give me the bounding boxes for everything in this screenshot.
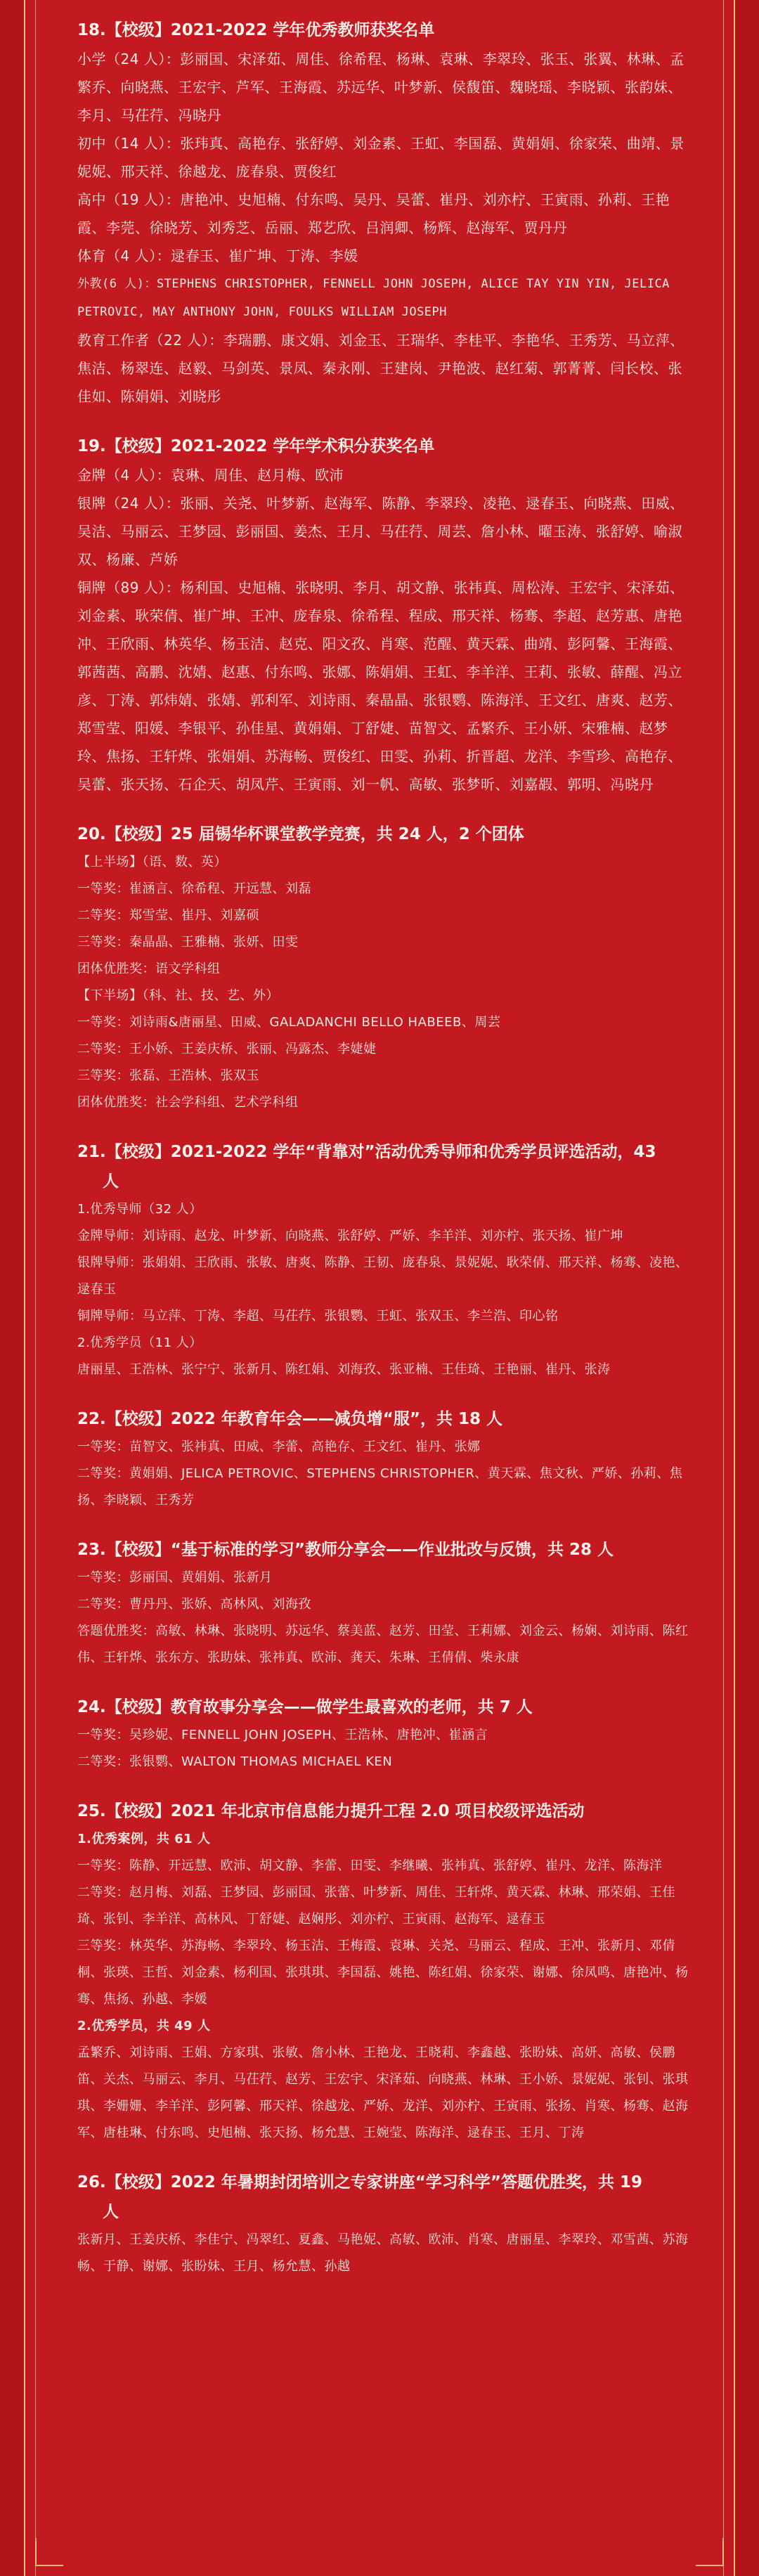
section-20 <box>77 820 696 1116</box>
section-21 <box>77 1137 696 1383</box>
section-26 <box>77 2168 696 2280</box>
cases-third-prize: 三等奖：林英华、苏海畅、李翠玲、杨玉洁、王梅霞、袁琳、关尧、马丽云、程成、王冲、张新月、邓倩桐、张瑛、王哲、刘金素、杨利国、张琪琪、李国磊、姚艳、陈红娟、徐家荣、谢娜、徐凤鸣、唐艳冲、杨骞、焦扬、孙越、李媛 <box>77 1939 689 2007</box>
award-list-content <box>77 10 696 2280</box>
second-half-head: 【下半场】（科、社、技、艺、外） <box>77 988 279 1003</box>
first-half-first-prize: 一等奖：崔涵言、徐希程、开远慧、刘磊 <box>77 881 311 896</box>
section-22 <box>77 1404 696 1514</box>
cases-first-prize: 一等奖：陈静、开远慧、欧沛、胡文静、李蕾、田雯、李继曦、张祎真、张舒婷、崔丹、龙洋、陈海洋 <box>77 1858 663 1873</box>
cases-second-prize: 二等奖：赵月梅、刘磊、王梦园、彭丽国、张蕾、叶梦新、周佳、王轩烨、黄天霖、林琳、邢荣娟、王佳琦、张钊、李羊洋、高林风、丁舒婕、赵娴彤、刘亦柠、王寅雨、赵海军、逯春玉 <box>77 1885 675 1927</box>
corner-ornament-left <box>35 2538 63 2566</box>
students: 唐丽星、王浩林、张宁宁、张新月、陈红娟、刘海孜、张亚楠、王佳琦、王艳丽、崔丹、张涛 <box>77 1362 611 1377</box>
second-prize: 二等奖：黄娟娟、JELICA PETROVIC、STEPHENS CHRISTOPHER、黄天霖、焦文秋、严娇、孙莉、焦扬、李晓颖、王秀芳 <box>77 1466 683 1508</box>
second-prize: 二等奖：张银鹦、WALTON THOMAS MICHAEL KEN <box>77 1754 393 1769</box>
bronze-mentors: 铜牌导师：马立萍、丁涛、李超、马茌荇、张银鹦、王虹、张双玉、李兰浩、印心铭 <box>77 1309 559 1323</box>
section-title: 25.【校级】2021 年北京市信息能力提升工程 2.0 项目校级评选活动 <box>77 1802 585 1820</box>
first-half-second-prize: 二等奖：郑雪莹、崔丹、刘嘉硕 <box>77 908 259 923</box>
section-title: 19.【校级】2021-2022 学年学术积分获奖名单 <box>77 437 435 455</box>
first-prize: 一等奖：苗智文、张祎真、田威、李蕾、高艳存、王文红、崔丹、张娜 <box>77 1439 481 1454</box>
gold-medal: 金牌（4 人）：袁琳、周佳、赵月梅、欧沛 <box>77 467 344 484</box>
senior-teachers: 高中（19 人）：唐艳冲、史旭楠、付东鸣、吴丹、吴蕾、崔丹、刘亦柠、王寅雨、孙莉、王艳霞、李莞、徐晓芳、刘秀芝、岳丽、郑艺欣、吕润卿、杨辉、赵海军、贾丹丹 <box>77 191 670 236</box>
section-title-text: 21.【校级】2021-2022 学年“背靠对”活动优秀导师和优秀学员评选活动，43 <box>77 1143 656 1161</box>
section-title: 18.【校级】2021-2022 学年优秀教师获奖名单 <box>77 21 435 39</box>
second-half-second-prize: 二等奖：王小娇、王姜庆桥、张丽、冯露杰、李婕婕 <box>77 1042 377 1056</box>
mentors-head: 1.优秀导师（32 人） <box>77 1202 202 1217</box>
learners: 孟繁乔、刘诗雨、王娟、方家琪、张敏、詹小林、王艳龙、王晓莉、李鑫越、张盼妹、高妍、高敏、侯鹏笛、关杰、马丽云、李月、马茌荇、赵芳、王宏宇、宋泽茹、向晓燕、林琳、王小娇、景妮妮、张钊、张琪琪、李姗姗、李羊洋、彭阿馨、邢天祥、徐越龙、严娇、龙洋、刘亦柠、王寅雨、张扬、肖寒、杨骞、赵海军、唐桂琳、付东鸣、史旭楠、张天扬、杨允慧、王婉莹、陈海洋、逯春玉、王月、丁涛 <box>77 2045 689 2140</box>
students-head: 2.优秀学员（11 人） <box>77 1335 202 1350</box>
primary-teachers: 小学（24 人）：彭丽国、宋泽茹、周佳、徐希程、杨琳、袁琳、李翠玲、张玉、张翼、林琳、孟繁乔、向晓燕、王宏宇、芦军、王海霞、苏远华、叶梦新、侯馥笛、魏晓瑶、李晓颖、张韵妹、李月、马茌荇、冯晓丹 <box>77 51 685 124</box>
first-prize: 一等奖：吴珍妮、FENNELL JOHN JOSEPH、王浩林、唐艳冲、崔涵言 <box>77 1728 488 1742</box>
section-title: 20.【校级】25 届锡华杯课堂教学竞赛，共 24 人，2 个团体 <box>77 825 524 843</box>
silver-medal: 银牌（24 人）：张丽、关尧、叶梦新、赵海军、陈静、李翠玲、凌艳、逯春玉、向晓燕、田威、吴洁、马丽云、王梦园、彭丽国、姜杰、王月、马茌荇、周芸、詹小林、曜玉涛、张舒婷、喻淑双、杨廉、芦娇 <box>77 495 685 568</box>
section-24 <box>77 1692 696 1775</box>
cases-head: 1.优秀案例，共 61 人 <box>77 1832 211 1846</box>
second-half-third-prize: 三等奖：张磊、王浩林、张双玉 <box>77 1068 259 1083</box>
corner-ornament-right <box>696 2538 724 2566</box>
first-half-third-prize: 三等奖：秦晶晶、王雅楠、张妍、田雯 <box>77 935 299 950</box>
first-half-team-prize: 团体优胜奖：语文学科组 <box>77 962 221 976</box>
section-title <box>77 2168 696 2227</box>
second-half-first-prize: 一等奖：刘诗雨&唐丽星、田威、GALADANCHI BELLO HABEEB、周芸 <box>77 1015 501 1030</box>
first-half-head: 【上半场】（语、数、英） <box>77 855 227 869</box>
section-title <box>77 1137 696 1196</box>
section-19 <box>77 432 696 798</box>
section-title-continued: 人 <box>103 1172 119 1191</box>
section-23 <box>77 1535 696 1671</box>
foreign-teachers: 外教(6 人)：STEPHENS CHRISTOPHER, FENNELL JOHN JOSEPH, ALICE TAY YIN YIN, JELICA PETROVIC, MAY ANTHONY JOHN, FOULKS WILLIAM JOSEPH <box>77 277 670 319</box>
second-half-team-prize: 团体优胜奖：社会学科组、艺术学科组 <box>77 1095 299 1110</box>
learners-head: 2.优秀学员，共 49 人 <box>77 2019 211 2033</box>
section-title-text: 26.【校级】2022 年暑期封闭培训之专家讲座“学习科学”答题优胜奖，共 19 <box>77 2173 643 2192</box>
pe-teachers: 体育（4 人）：逯春玉、崔广坤、丁涛、李媛 <box>77 247 358 264</box>
section-18 <box>77 15 696 410</box>
silver-mentors: 银牌导师：张娟娟、王欣雨、张敏、唐爽、陈静、王韧、庞春泉、景妮妮、耿荣倩、邢天祥、杨骞、凌艳、逯春玉 <box>77 1255 689 1297</box>
section-title: 23.【校级】“基于标准的学习”教师分享会——作业批改与反馈，共 28 人 <box>77 1541 614 1559</box>
edu-workers: 教育工作者（22 人）：李瑞鹏、康文娟、刘金玉、王瑞华、李桂平、李艳华、王秀芳、马立萍、焦洁、杨翠连、赵毅、马剑英、景凤、秦永刚、王建岗、尹艳波、赵红菊、郭菁菁、闫长校、张佳如、陈娟娟、刘晓彤 <box>77 332 685 405</box>
junior-teachers: 初中（14 人）：张玮真、高艳存、张舒婷、刘金素、王虹、李国磊、黄娟娟、徐家荣、曲靖、景妮妮、邢天祥、徐越龙、庞春泉、贾俊红 <box>77 135 685 180</box>
section-title: 24.【校级】教育故事分享会——做学生最喜欢的老师，共 7 人 <box>77 1698 533 1716</box>
winners: 张新月、王姜庆桥、李佳宁、冯翠红、夏鑫、马艳妮、高敏、欧沛、肖寒、唐丽星、李翠玲、邓雪茜、苏海畅、于静、谢娜、张盼妹、王月、杨允慧、孙越 <box>77 2232 689 2274</box>
section-title-continued: 人 <box>103 2203 119 2221</box>
quiz-winners: 答题优胜奖：高敏、林琳、张晓明、苏远华、蔡美蓝、赵芳、田莹、王莉娜、刘金云、杨娴、刘诗雨、陈红伟、王轩烨、张东方、张助妹、张祎真、欧沛、龚天、朱琳、王倩倩、柴永康 <box>77 1624 689 1665</box>
gold-mentors: 金牌导师：刘诗雨、赵龙、叶梦新、向晓燕、张舒婷、严娇、李羊洋、刘亦柠、张天扬、崔广坤 <box>77 1229 623 1243</box>
section-25 <box>77 1797 696 2147</box>
second-prize: 二等奖：曹丹丹、张娇、高林风、刘海孜 <box>77 1597 311 1612</box>
first-prize: 一等奖：彭丽国、黄娟娟、张新月 <box>77 1570 273 1585</box>
section-title: 22.【校级】2022 年教育年会——减负增“服”，共 18 人 <box>77 1410 503 1428</box>
bronze-medal: 铜牌（89 人）：杨利国、史旭楠、张晓明、李月、胡文静、张祎真、周松涛、王宏宇、宋泽茹、刘金素、耿荣倩、崔广坤、王冲、庞春泉、徐希程、程成、邢天祥、杨骞、李超、赵芳惠、唐艳冲、王欣雨、林英华、杨玉洁、赵克、阳文孜、肖寒、范醒、黄天霖、曲靖、彭阿馨、王海霞、郭茜茜、高鹏、沈婧、赵惠、付东鸣、张娜、陈娟娟、王虹、李羊洋、王莉、张敏、薛醒、冯立彦、丁涛、郭炜婧、张婧、郭利军、刘诗雨、秦晶晶、张银鹦、陈海洋、王文红、唐爽、赵芳、郑雪莹、阳媛、李银平、孙佳星、黄娟娟、丁舒婕、苗智文、孟繁乔、王小妍、宋雅楠、赵梦玲、焦扬、王轩烨、张娟娟、苏海畅、贾俊红、田雯、孙莉、折晋超、龙洋、李雪珍、高艳存、吴蕾、张天扬、石企天、胡凤芹、王寅雨、刘一帆、高敏、张梦昕、刘嘉嘏、郭明、冯晓丹 <box>77 579 685 793</box>
